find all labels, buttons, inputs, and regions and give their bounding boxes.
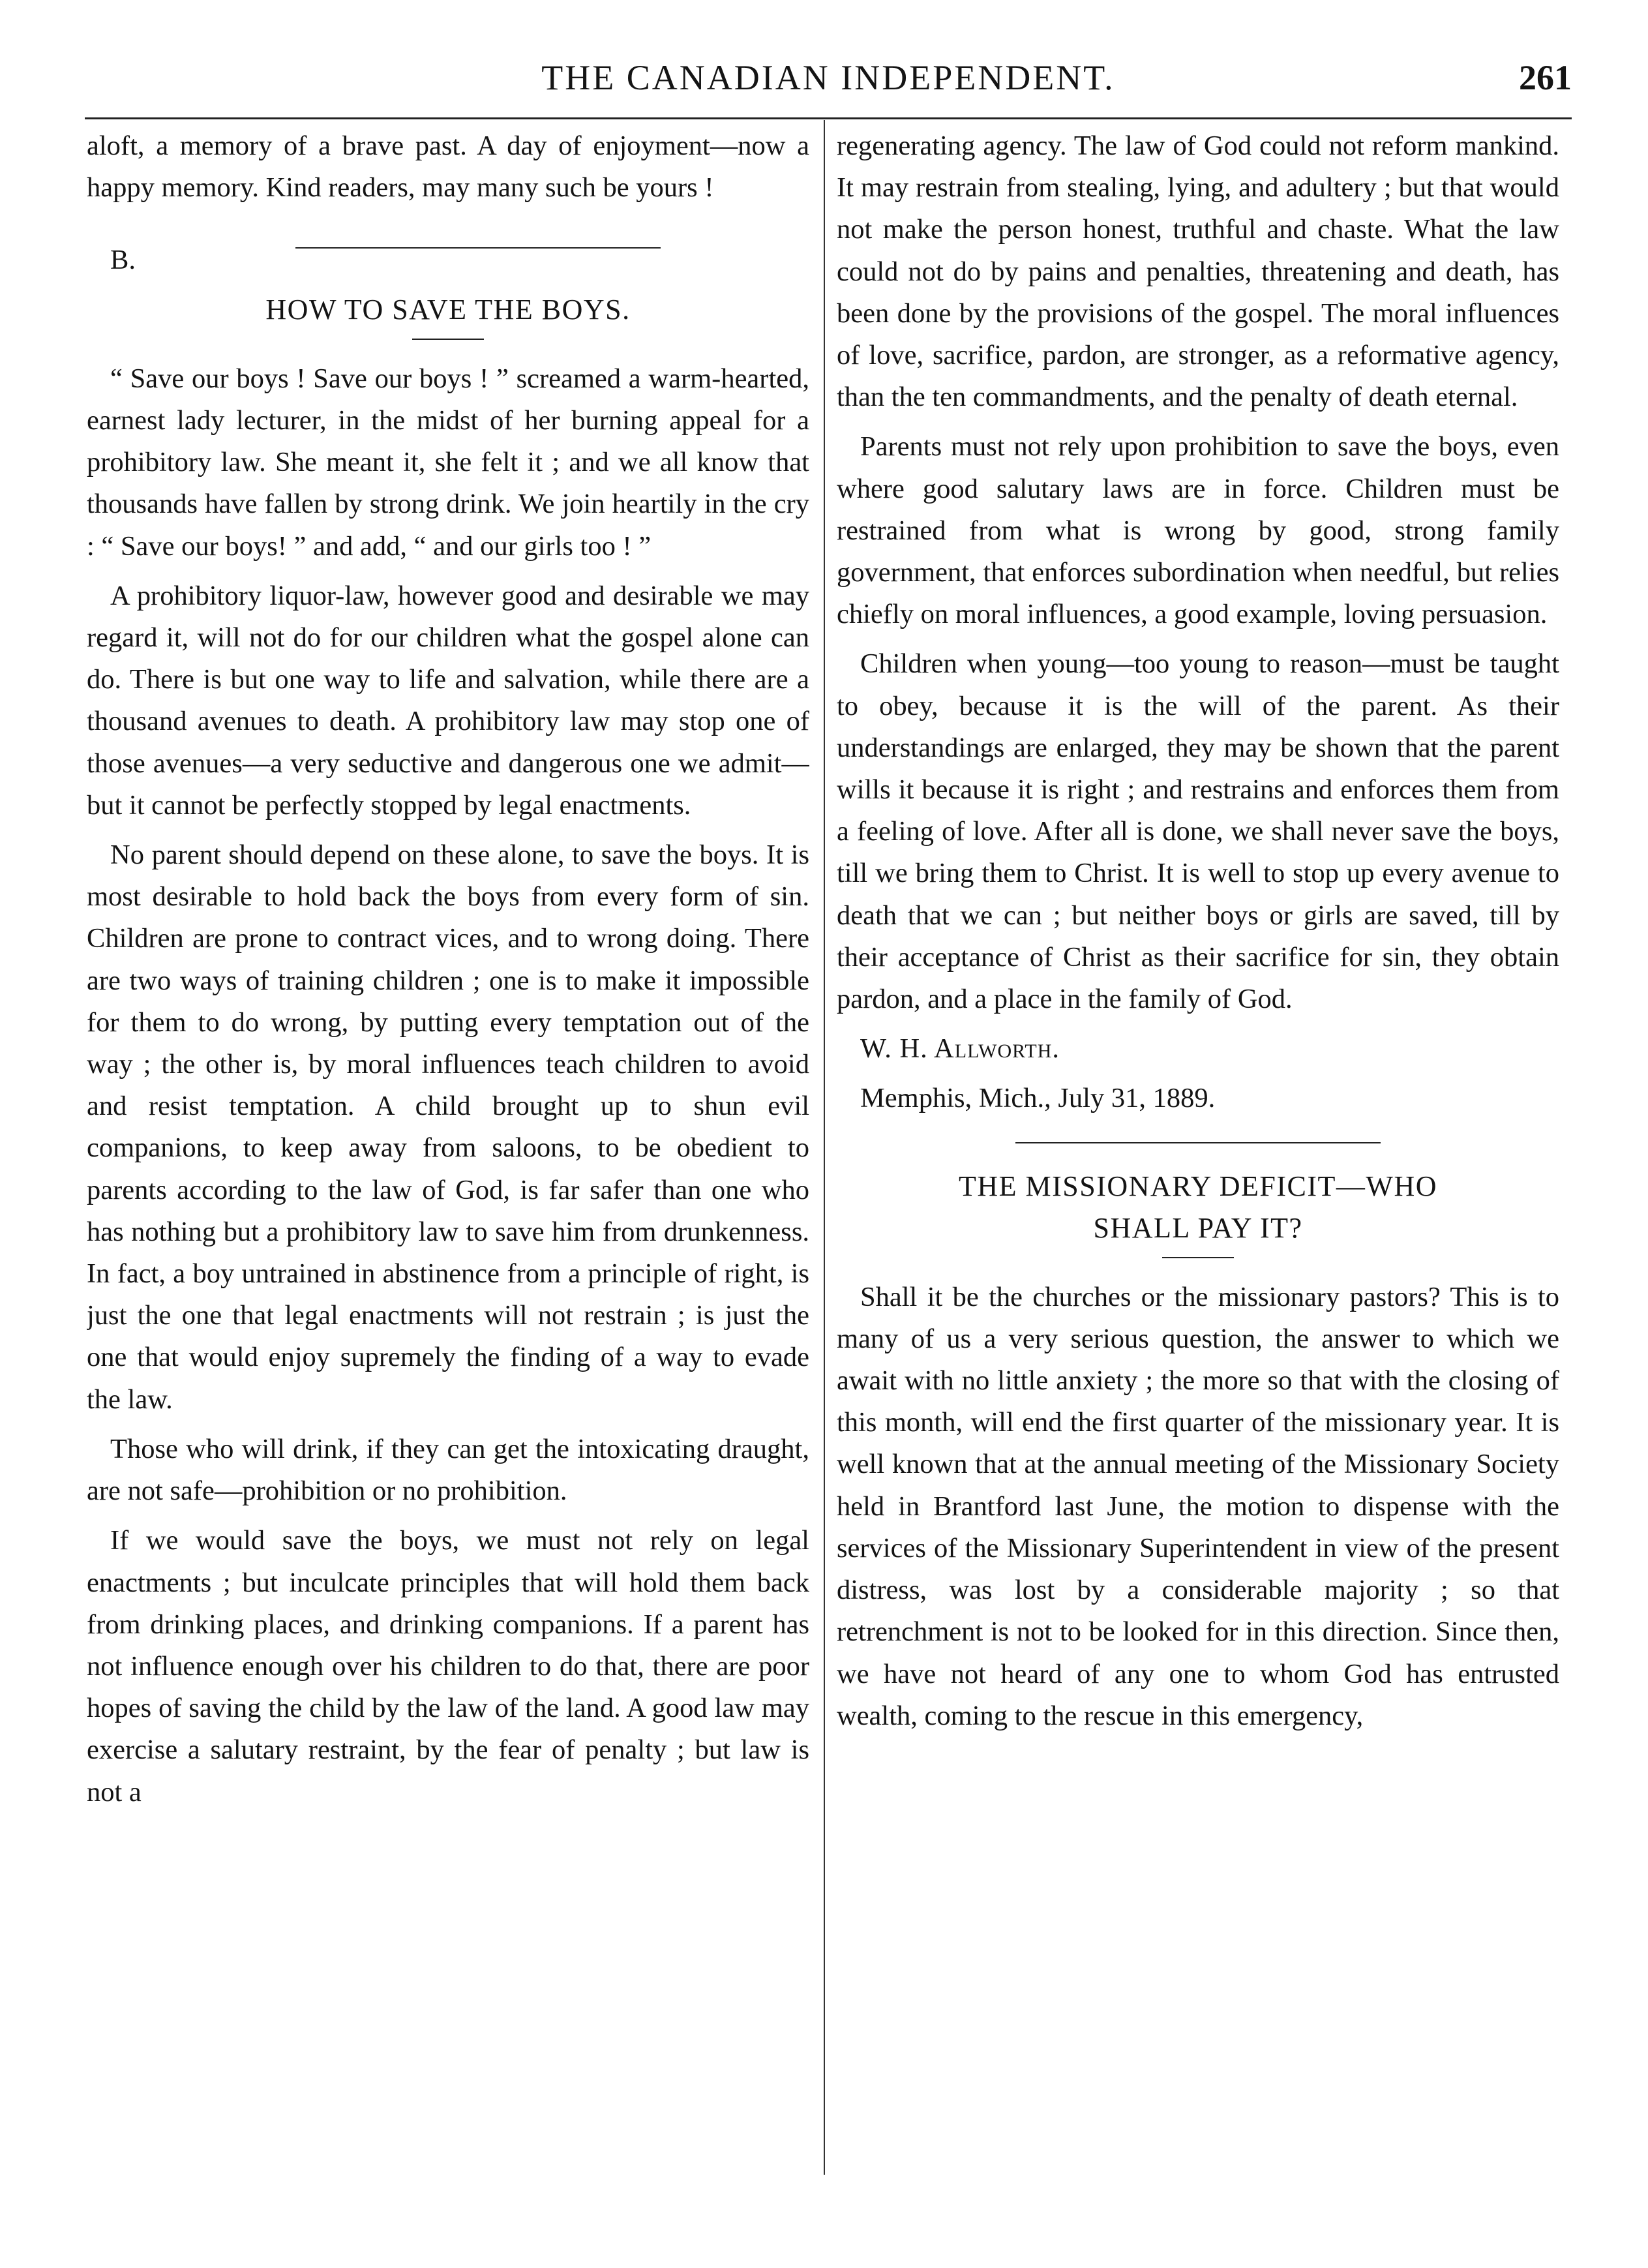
article-paragraph: “ Save our boys ! Save our boys ! ” screamed a warm-hearted, earnest lady lecturer, in the midst of her burning appeal for a prohibitory law. She meant it, she felt it ; and we all know that thousands have fallen by strong drink. We join heartily in the cry : “ Save our boys! ” and add, “ and our girls too ! ” <box>87 363 809 562</box>
page-number: 261 <box>1519 58 1572 97</box>
intro-signature: B. <box>110 244 136 275</box>
article-paragraph: Parents must not rely upon prohibition to save the boys, even where good salutary laws are in force. Children must be restrained from what is wrong by good, strong family government, that enforces subordination when needful, but relies chiefly on moral influences, a good example, loving persuasion. <box>837 431 1559 630</box>
section-separator <box>1015 1142 1381 1143</box>
author-signature-line <box>837 1028 1559 1070</box>
article2-title-line2: SHALL PAY IT? <box>1093 1211 1303 1244</box>
article-paragraph: A prohibitory liquor-law, however good and desirable we may regard it, will not do for our children what the gospel alone can do. There is but one way to life and salvation, while there are a thousand avenues to death. A prohibitory law may stop one of those avenues—a very seductive and dangerous one we admit—but it cannot be perfectly stopped by legal enactments. <box>87 580 809 821</box>
title-underline <box>412 339 484 340</box>
article-title-save-boys: HOW TO SAVE THE BOYS. <box>265 293 631 325</box>
article-paragraph: regenerating agency. The law of God could not reform mankind. It may restrain from stealing, lying, and adultery ; but that would not make the person honest, truthful and chaste. What the law could not do by pains and penalties, threatening and death, has been done by the provisions of the gospel. The moral influences of love, sacrifice, pardon, are stronger, as a reformative agency, than the ten commandments, and the penalty of death eternal. <box>837 130 1559 413</box>
article-paragraph: Children when young—too young to reason—must be taught to obey, because it is the will of the parent. As their understandings are enlarged, they may be shown that the parent wills it because it is right ; and restrains and enforces them from a feeling of love. After all is done, we shall never save the boys, till we bring them to Christ. It is well to stop up every avenue to death that we can ; but neither boys or girls are saved, till by their acceptance of Christ as their sacrifice for sin, they obtain pardon, and a place in the family of God. <box>837 648 1559 1015</box>
title-underline <box>1162 1257 1234 1258</box>
publication-title: THE CANADIAN INDEPENDENT. <box>541 58 1115 97</box>
header-rule <box>85 117 1572 119</box>
author-signature: W. H. Allworth. <box>860 1033 1060 1065</box>
article2-title-line1: THE MISSIONARY DEFICIT—WHO <box>958 1170 1438 1202</box>
intro-paragraph: aloft, a memory of a brave past. A day of enjoyment—now a happy memory. Kind readers, may many such be yours ! <box>87 130 809 204</box>
article-paragraph: No parent should depend on these alone, to save the boys. It is most desirable to hold back the boys from every form of sin. Children are prone to contract vices, and to wrong doing. There are two ways of training children ; one is to make it impossible for them to do wrong, by putting every temptation out of the way ; the other is, by moral influences teach children to avoid and resist temptation. A child brought up to shun evil companions, to keep away from saloons, to be obedient to parents according to the law of God, is far safer than one who has nothing but a prohibitory law to save him from drunkenness. In fact, a boy untrained in abstinence from a principle of right, is just the one that legal enactments will not restrain ; is just the one that would enjoy supremely the finding of a way to evade the law. <box>87 839 809 1415</box>
left-column <box>87 125 809 2180</box>
page-header <box>85 51 1572 116</box>
dateline: Memphis, Mich., July 31, 1889. <box>860 1083 1216 1114</box>
column-divider <box>824 120 825 2175</box>
section-separator <box>295 247 661 249</box>
article-paragraph: Those who will drink, if they can get the intoxicating draught, are not safe—prohibition or no prohibition. <box>87 1433 809 1507</box>
right-column <box>837 125 1559 2180</box>
article-paragraph: If we would save the boys, we must not rely on legal enactments ; but inculcate principles that will hold them back from drinking places, and drinking companions. If a parent has not influence enough over his children to do that, there are poor hopes of saving the child by the law of the land. A good law may exercise a salutary restraint, by the fear of penalty ; but law is not a <box>87 1525 809 1807</box>
article2-paragraph: Shall it be the churches or the missionary pastors? This is to many of us a very serious question, the answer to which we await with no little anxiety ; the more so that with the closing of this month, will end the first quarter of the missionary year. It is well known that at the annual meeting of the Missionary Society held in Brantford last June, the motion to dispense with the services of the Missionary Superintendent in view of the present distress, was lost by a considerable majority ; so that retrenchment is not to be looked for in this direction. Since then, we have not heard of any one to whom God has entrusted wealth, coming to the rescue in this emergency, <box>837 1281 1559 1731</box>
